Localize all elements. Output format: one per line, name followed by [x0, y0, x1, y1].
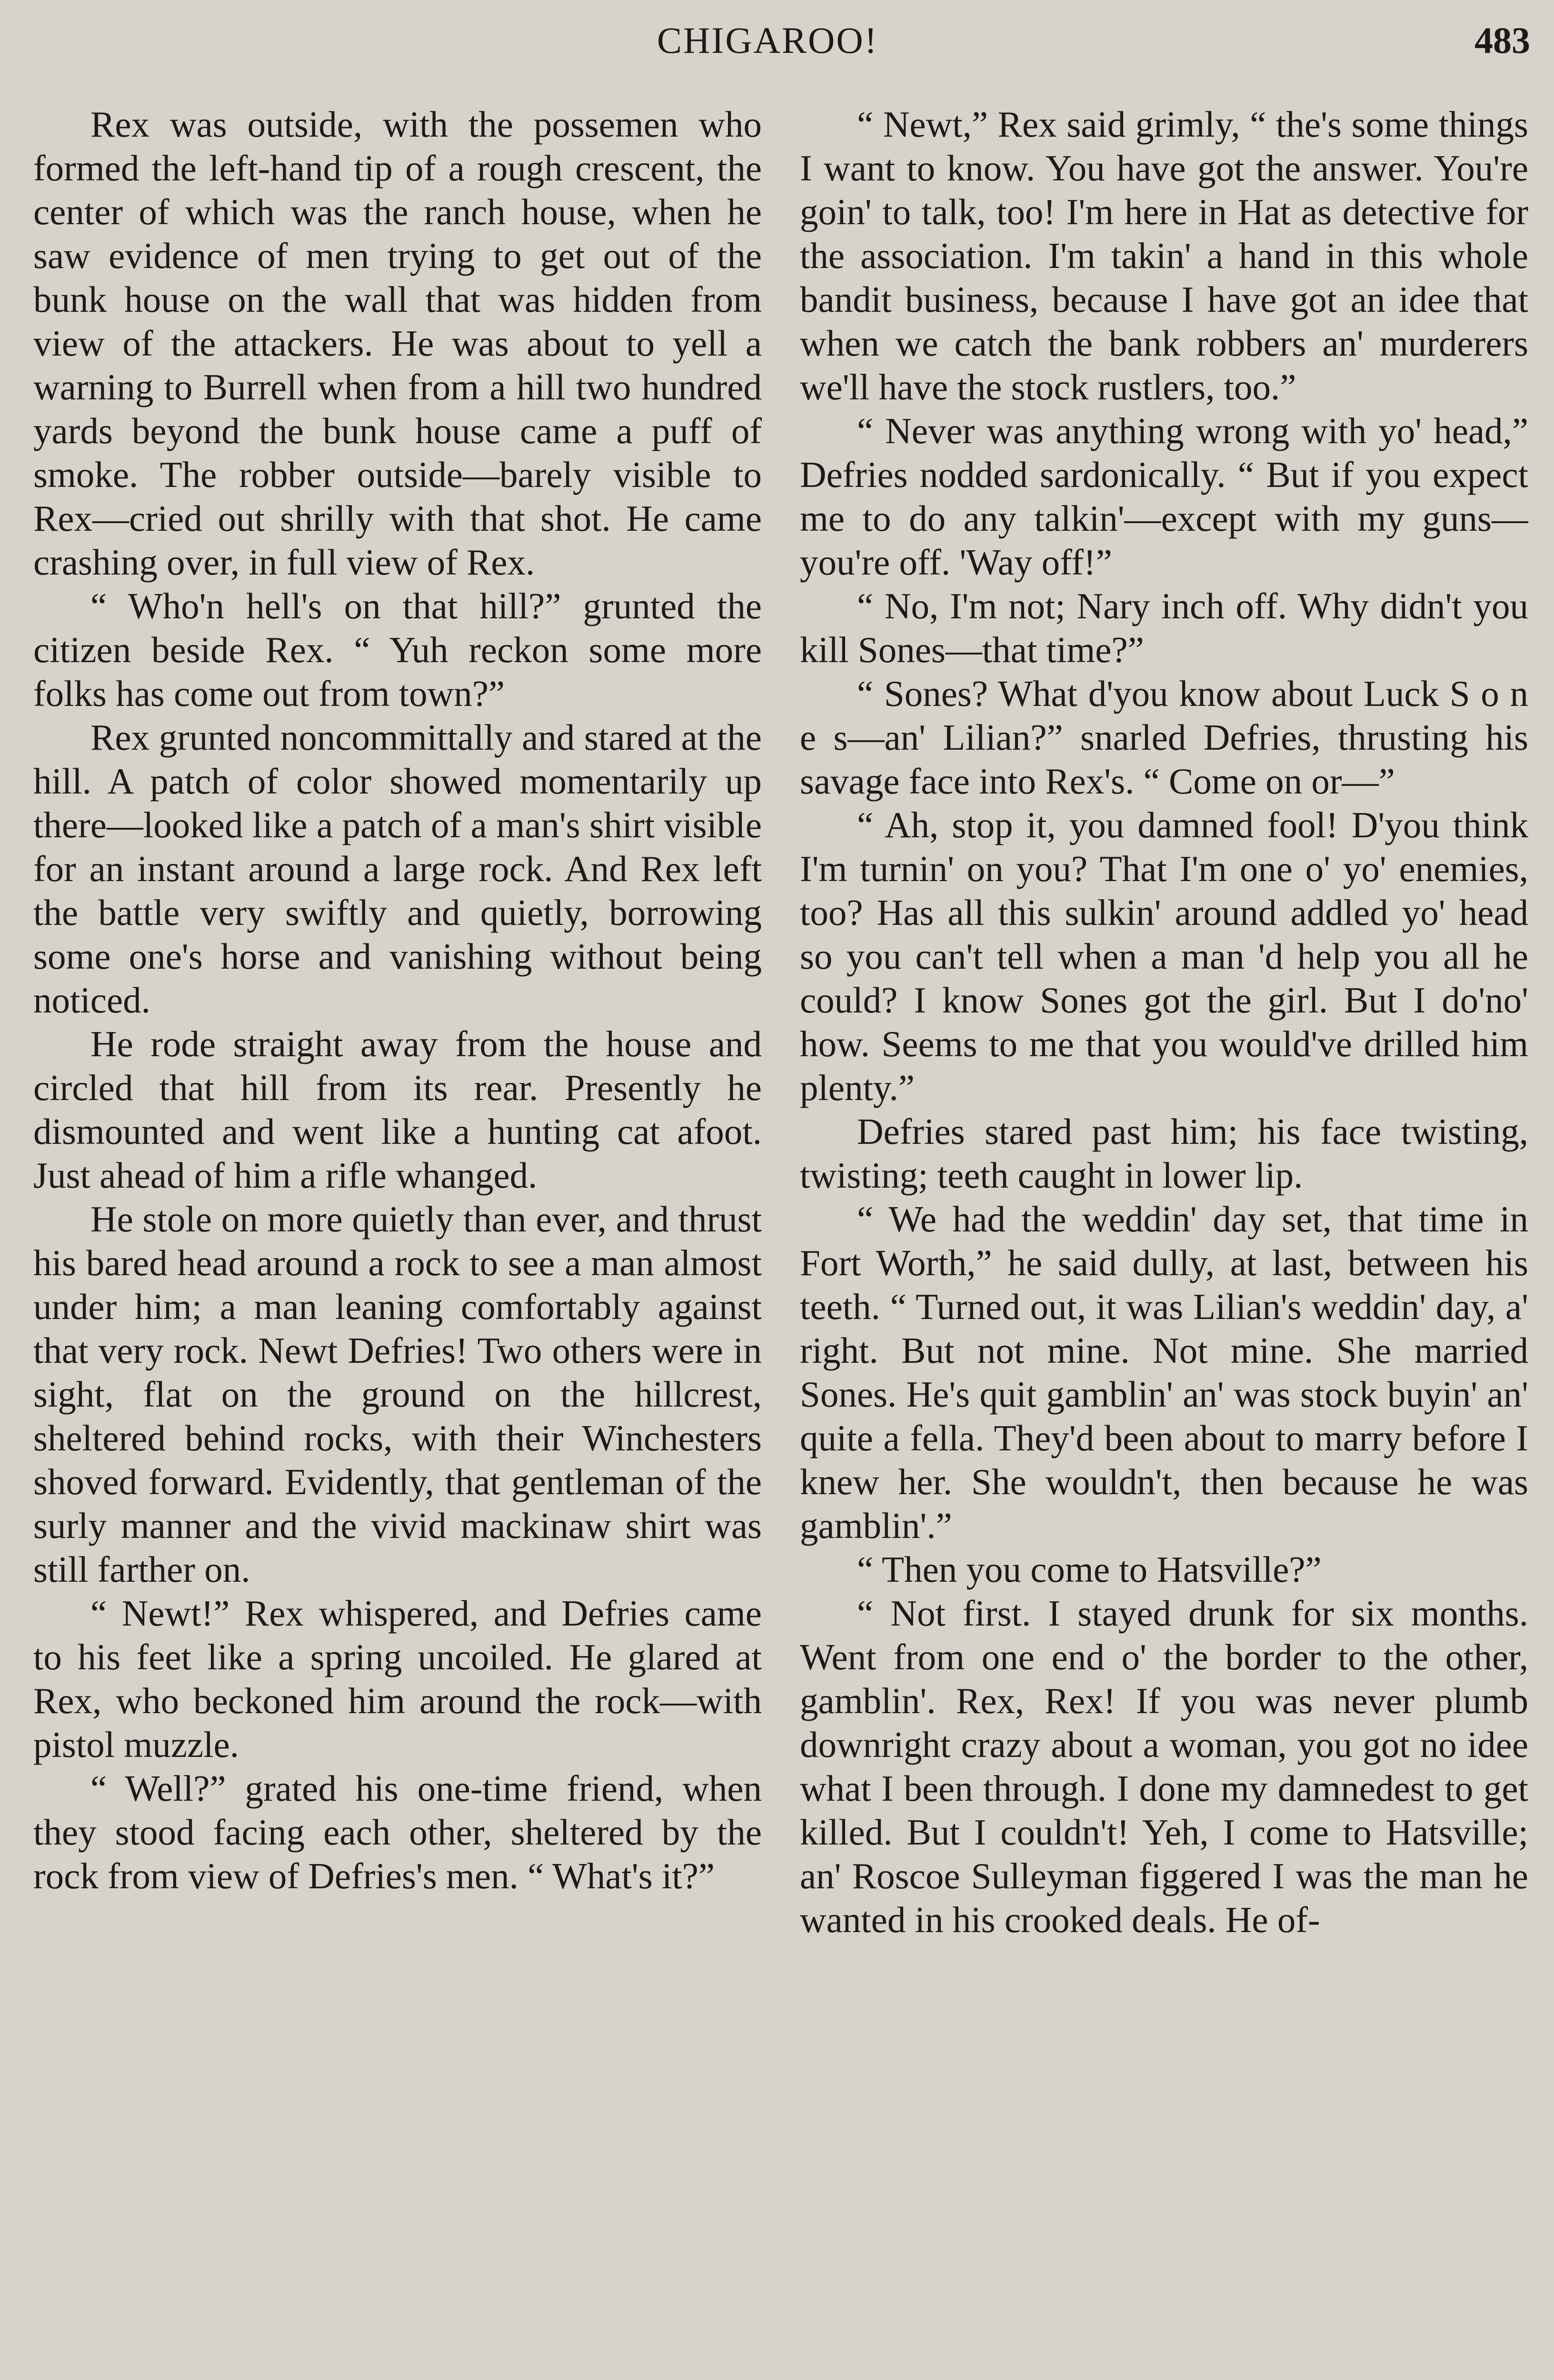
paragraph: “ Newt!” Rex whispered, and Defries came to his feet like a spring uncoiled. He glared at Rex, who beckoned him around the rock—with pistol muzzle.	[33, 1593, 762, 1765]
paragraph: Defries stared past him; his face twisting, twisting; teeth caught in lower lip.	[800, 1111, 1528, 1196]
paragraph: “ Never was anything wrong with yo' head,” Defries nodded sardonically. “ But if you expect me to do any talkin'—except with my guns—you're off. 'Way off!”	[800, 410, 1528, 583]
right-column	[800, 102, 1528, 2380]
paragraph: “ No, I'm not; Nary inch off. Why didn't you kill Sones—that time?”	[800, 585, 1528, 670]
paragraph: “ Newt,” Rex said grimly, “ the's some things I want to know. You have got the answer. You're goin' to talk, too! I'm here in Hat as detective for the association. I'm takin' a hand in this whole bandit business, because I have got an idee that when we catch the bank robbers an' murderers we'll have the stock rustlers, too.”	[800, 104, 1528, 407]
page-number: 483	[1474, 20, 1530, 61]
paragraph: Rex was outside, with the possemen who formed the left-hand tip of a rough crescent, the center of which was the ranch house, when he saw evidence of men trying to get out of the bunk house on the wall that was hidden from view of the attackers. He was about to yell a warning to Burrell when from a hill two hundred yards beyond the bunk house came a puff of smoke. The robber outside—barely visible to Rex—cried out shrilly with that shot. He came crashing over, in full view of Rex.	[33, 104, 762, 583]
paragraph: “ Who'n hell's on that hill?” grunted the citizen beside Rex. “ Yuh reckon some more folks has come out from town?”	[33, 585, 762, 714]
paragraph: “ We had the weddin' day set, that time in Fort Worth,” he said dully, at last, between his teeth. “ Turned out, it was Lilian's weddin' day, a' right. But not mine. Not mine. She married Sones. He's quit gamblin' an' was stock buyin' an' quite a fella. They'd been about to marry before I knew her. She wouldn't, then because he was gamblin'.”	[800, 1199, 1528, 1546]
paragraph: “ Sones? What d'you know about Luck S o n e s—an' Lilian?” snarled Defries, thrusting his savage face into Rex's. “ Come on or—”	[800, 673, 1528, 802]
paragraph: He rode straight away from the house and circled that hill from its rear. Presently he dismounted and went like a hunting cat afoot. Just ahead of him a rifle whanged.	[33, 1023, 762, 1196]
paragraph: “ Ah, stop it, you damned fool! D'you think I'm turnin' on you? That I'm one o' yo' enemies, too? Has all this sulkin' around addled yo' head so you can't tell when a man 'd help you all he could? I know Sones got the girl. But I do'no' how. Seems to me that you would've drilled him plenty.”	[800, 804, 1528, 1108]
left-column	[33, 102, 762, 2380]
paragraph: “ Then you come to Hatsville?”	[857, 1549, 1322, 1590]
paragraph: “ Well?” grated his one-time friend, when they stood facing each other, sheltered by the rock from view of Defries's men. “ What's it?”	[33, 1768, 762, 1896]
page-header	[0, 19, 1554, 71]
paragraph: He stole on more quietly than ever, and thrust his bared head around a rock to see a man almost under him; a man leaning comfortably against that very rock. Newt Defries! Two others were in sight, flat on the ground on the hillcrest, sheltered behind rocks, with their Winchesters shoved forward. Evidently, that gentleman of the surly manner and the vivid mackinaw shirt was still farther on.	[33, 1199, 762, 1590]
paragraph: Rex grunted noncommittally and stared at the hill. A patch of color showed momentarily up there—looked like a patch of a man's shirt visible for an instant around a large rock. And Rex left the battle very swiftly and quietly, borrowing some one's horse and vanishing without being noticed.	[33, 717, 762, 1021]
paragraph: “ Not first. I stayed drunk for six months. Went from one end o' the border to the other, gamblin'. Rex, Rex! If you was never plumb downright crazy about a woman, you got no idee what I been through. I done my damnedest to get killed. But I couldn't! Yeh, I come to Hatsville; an' Roscoe Sulleyman figgered I was the man he wanted in his crooked deals. He of-	[800, 1593, 1528, 1940]
running-title: CHIGAROO!	[657, 20, 878, 61]
